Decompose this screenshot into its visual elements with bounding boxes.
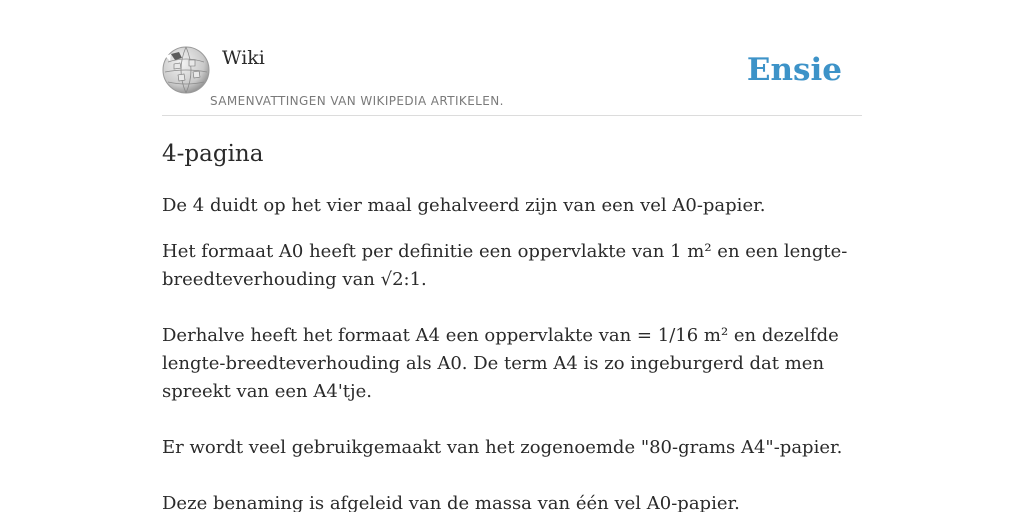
article-paragraph: Het formaat A0 heeft per definitie een oppervlakte van 1 m² en een lengte-breedteverhouding van √2:1. [162, 241, 848, 290]
site-name[interactable]: Wiki [222, 47, 265, 69]
site-tagline: SAMENVATTINGEN VAN WIKIPEDIA ARTIKELEN. [210, 94, 504, 108]
article-body [162, 238, 866, 512]
article-paragraph: Er wordt veel gebruikgemaakt van het zogenoemde "80-grams A4"-papier. [162, 437, 843, 458]
article-content [162, 136, 866, 512]
article-paragraph: Deze benaming is afgeleid van de massa van één vel A0-papier. [162, 493, 740, 512]
article-intro: De 4 duidt op het vier maal gehalveerd zijn van een vel A0-papier. [162, 195, 766, 216]
wikipedia-globe-icon[interactable] [162, 46, 210, 94]
ensie-brand-link[interactable]: Ensie [746, 52, 842, 88]
article-paragraph: Derhalve heeft het formaat A4 een oppervlakte van = 1/16 m² en dezelfde lengte-breedteverhouding als A0. De term A4 is zo ingeburgerd dat men spreekt van een A4'tje. [162, 325, 839, 402]
page-title: 4-pagina [162, 141, 264, 167]
site-header [162, 40, 862, 116]
